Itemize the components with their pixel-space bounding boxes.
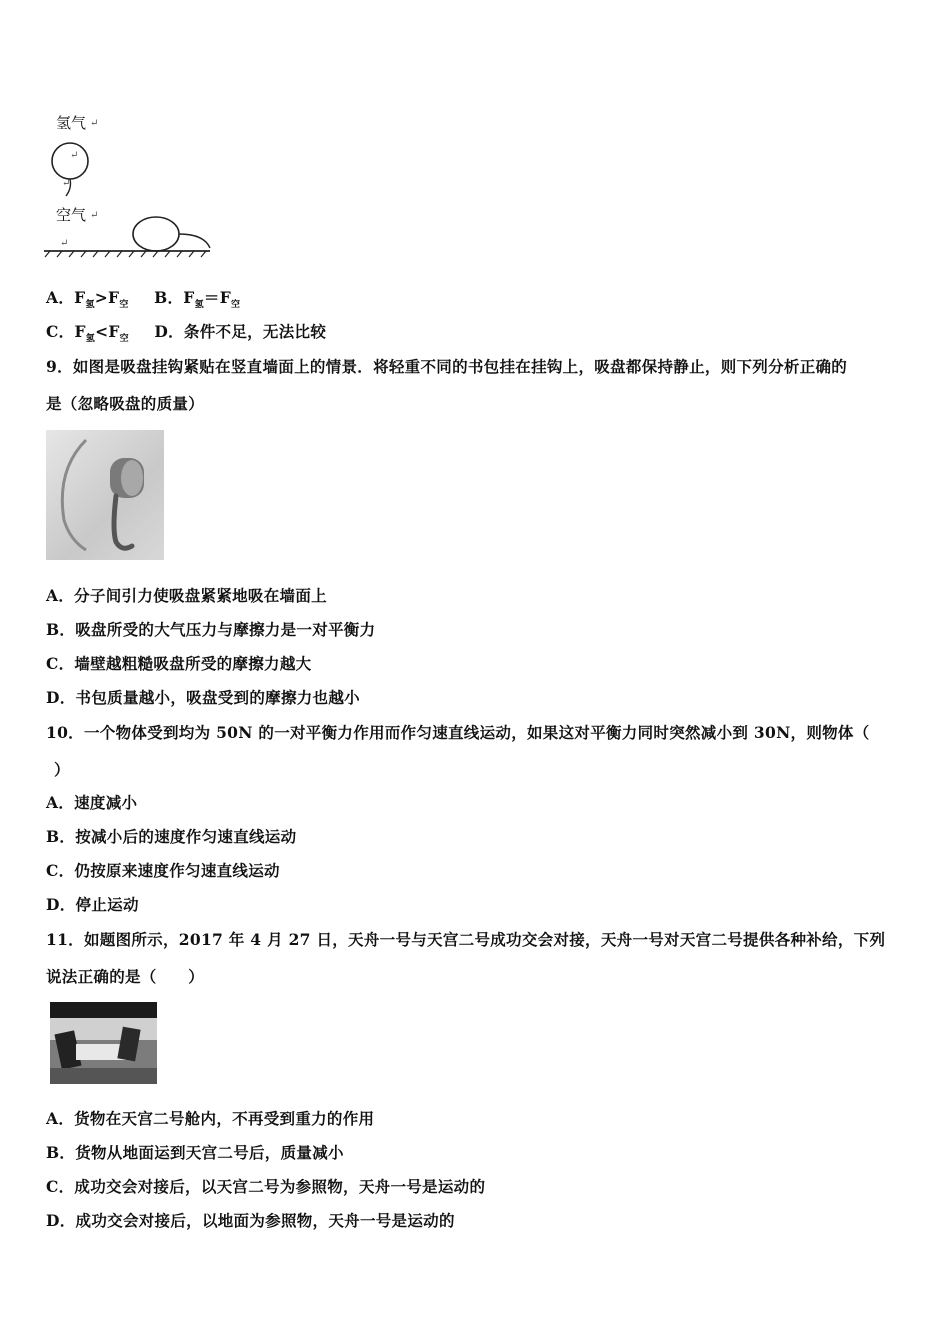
balloon-figure (44, 110, 214, 260)
option-d[interactable]: D．条件不足，无法比较 (154, 322, 327, 341)
q11-option-d[interactable]: D．成功交会对接后，以地面为参照物，天舟一号是运动的 (46, 1211, 455, 1230)
q8-options-cd (46, 320, 326, 342)
hydrogen-balloon (52, 143, 88, 179)
option-c[interactable]: C．$F_氢<F_空$ (46, 322, 129, 344)
q11-stem-line1: 11．如题图所示，2017 年 4 月 27 日，天舟一号与天宫二号成功交会对接，天舟一号对天宫二号提供各种补给，下列 (46, 930, 886, 949)
q9-option-c[interactable]: C．墙壁越粗糙吸盘所受的摩擦力越大 (46, 654, 312, 673)
hydrogen-label: 氢气 (56, 114, 87, 132)
return-mark: ↵ (70, 150, 79, 161)
q11-stem-line2: 说法正确的是（ ） (46, 967, 205, 986)
q9-option-b[interactable]: B．吸盘所受的大气压力与摩擦力是一对平衡力 (46, 620, 376, 639)
balloon-drawing (44, 110, 214, 260)
air-label: 空气 (56, 206, 87, 224)
q10-option-d[interactable]: D．停止运动 (46, 895, 139, 914)
q10-stem-line2: ） (54, 760, 70, 779)
q11-option-a[interactable]: A．货物在天宫二号舱内，不再受到重力的作用 (46, 1109, 375, 1128)
suction-hook-photo (46, 430, 164, 560)
q11-option-c[interactable]: C．成功交会对接后，以天宫二号为参照物，天舟一号是运动的 (46, 1177, 486, 1196)
q10-option-a[interactable]: A．速度减小 (46, 793, 138, 812)
q10-option-b[interactable]: B．按减小后的速度作匀速直线运动 (46, 827, 297, 846)
return-mark: ↵ (62, 178, 71, 189)
q11-option-b[interactable]: B．货物从地面运到天宫二号后，质量减小 (46, 1143, 344, 1162)
option-b[interactable]: B．$F_氢=F_空$ (154, 288, 241, 310)
suction-cup-rim (62, 440, 86, 550)
q10-stem-line1: 10．一个物体受到均为 50N 的一对平衡力作用而作匀速直线运动，如果这对平衡力同时突然减小到 30N，则物体（ (46, 723, 870, 742)
q9-option-d[interactable]: D．书包质量越小，吸盘受到的摩擦力也越小 (46, 688, 360, 707)
hook-arm (114, 496, 132, 548)
suction-hook-drawing (46, 430, 164, 560)
q9-stem-line2: 是（忽略吸盘的质量） (46, 394, 205, 413)
hook-cap-face (121, 460, 143, 496)
q9-option-a[interactable]: A．分子间引力使吸盘紧紧地吸在墙面上 (46, 586, 327, 605)
return-mark: ↵ (60, 238, 69, 249)
return-mark: ↵ (90, 210, 99, 221)
air-balloon-tail (179, 234, 210, 248)
return-mark: ↵ (90, 118, 99, 129)
q8-options-ab (46, 286, 240, 308)
q9-stem-line1: 9．如图是吸盘挂钩紧贴在竖直墙面上的情景．将轻重不同的书包挂在挂钩上，吸盘都保持静止，则下列分析正确的 (46, 357, 848, 376)
hydrogen-string (66, 179, 71, 196)
air-balloon (133, 217, 179, 251)
spacecraft-photo (50, 1002, 157, 1084)
spacecraft-drawing (50, 1002, 157, 1084)
q10-option-c[interactable]: C．仍按原来速度作匀速直线运动 (46, 861, 280, 880)
option-a[interactable]: A．$F_氢>F_空$ (46, 288, 129, 310)
